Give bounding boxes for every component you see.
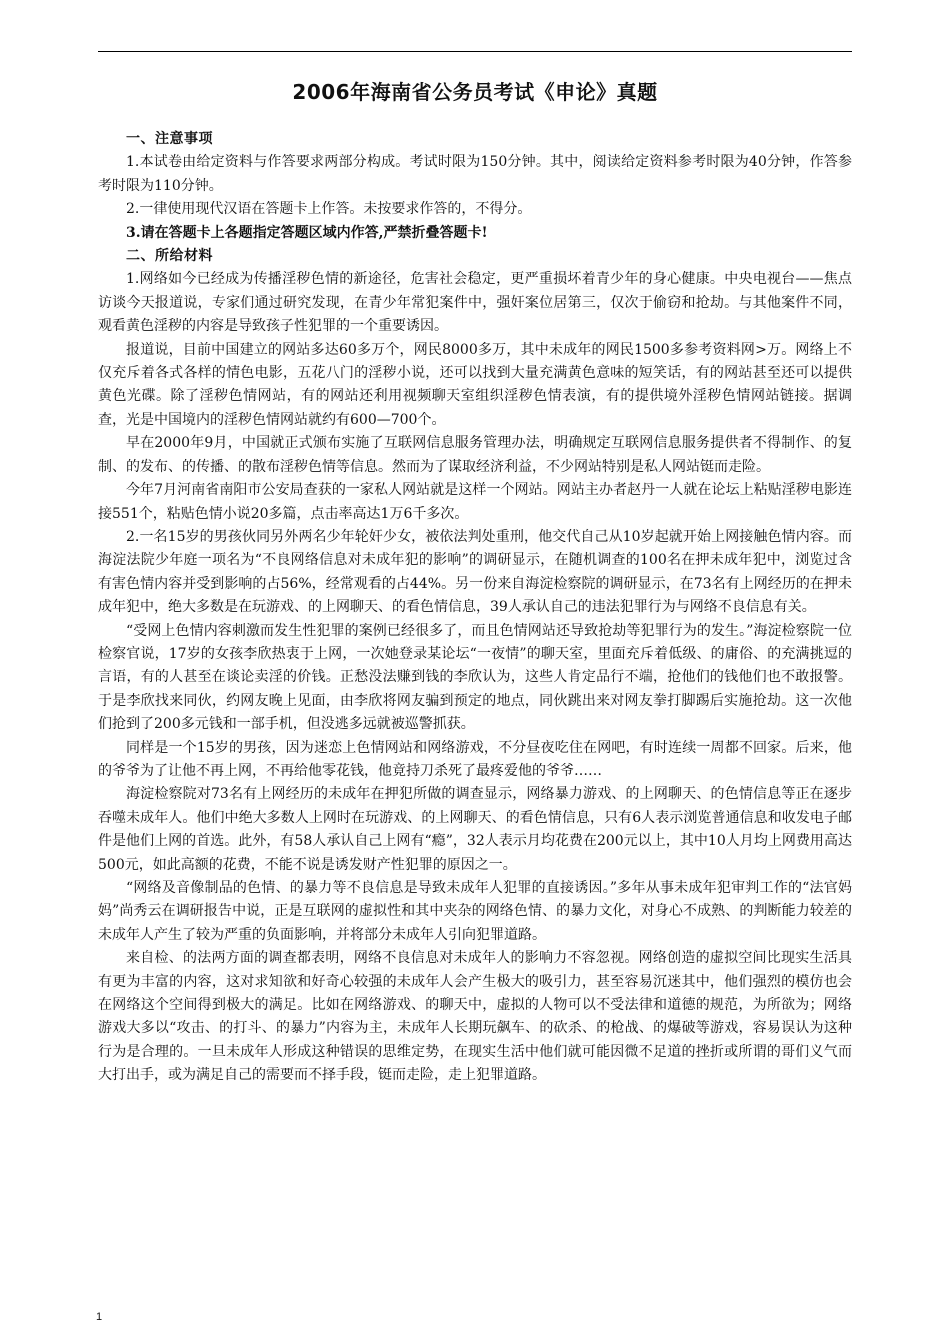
page-title: 2006年海南省公务员考试《申论》真题	[292, 80, 658, 104]
material-paragraph: 报道说，目前中国建立的网站多达60多万个，网民8000多万，其中未成年的网民1500多参考资料网>万。网络上不仅充斥着各式各样的情色电影，五花八门的淫秽小说，还可以找到大量充满黄色意味的短笑话，有的网站甚至还可以提供黄色光碟。除了淫秽色情网站，有的网站还利用视频聊天室组织淫秽色情表演，有的提供境外淫秽色情网站链接。据调查，光是中国境内的淫秽色情网站就约有600—700个。	[98, 341, 852, 428]
document-body	[98, 128, 852, 1088]
notice-item-1: 1.本试卷由给定资料与作答要求两部分构成。考试时限为150分钟。其中，阅读给定资料参考时限为40分钟，作答参考时限为110分钟。	[98, 154, 852, 194]
material-paragraph: “网络及音像制品的色情、的暴力等不良信息是导致未成年人犯罪的直接诱因。”多年从事未成年犯审判工作的“法官妈妈”尚秀云在调研报告中说，正是互联网的虚拟性和其中夹杂的网络色情、的暴力文化，对身心不成熟、的判断能力较差的未成年人产生了较为严重的负面影响，并将部分未成年人引向犯罪道路。	[98, 880, 852, 943]
material-paragraph: 同样是一个15岁的男孩，因为迷恋上色情网站和网络游戏，不分昼夜吃住在网吧，有时连续一周都不回家。后来，他的爷爷为了让他不再上网，不再给他零花钱，他竟持刀杀死了最疼爱他的爷爷……	[98, 739, 852, 779]
section-heading-materials: 二、所给材料	[126, 248, 213, 265]
material-paragraph: 早在2000年9月，中国就正式颁布实施了互联网信息服务管理办法，明确规定互联网信息服务提供者不得制作、的复制、的发布、的传播、的散布淫秽色情等信息。然而为了谋取经济利益，不少网站特别是私人网站铤而走险。	[98, 435, 852, 475]
material-paragraph: 来自检、的法两方面的调查都表明，网络不良信息对未成年人的影响力不容忽视。网络创造的虚拟空间比现实生活具有更为丰富的内容，这对求知欲和好奇心较强的未成年人会产生极大的吸引力，甚至容易沉迷其中，他们强烈的模仿也会在网络这个空间得到极大的满足。比如在网络游戏、的聊天中，虚拟的人物可以不受法律和道德的规范，为所欲为；网络游戏大多以“攻击、的打斗、的暴力”内容为主，未成年人长期玩飙车、的砍杀、的枪战、的爆破等游戏，容易误认为这种行为是合理的。一旦未成年人形成这种错误的思维定势，在现实生活中他们就可能因微不足道的挫折或所谓的哥们义气而大打出手，或为满足自己的需要而不择手段，铤而走险，走上犯罪道路。	[98, 950, 852, 1084]
material-paragraph: 1.网络如今已经成为传播淫秽色情的新途径，危害社会稳定，更严重损坏着青少年的身心健康。中央电视台——焦点访谈今天报道说，专家们通过研究发现，在青少年常犯案件中，强奸案位居第三，仅次于偷窃和抢劫。与其他案件不同，观看黄色淫秽的内容是导致孩子性犯罪的一个重要诱因。	[98, 271, 852, 335]
notice-item-3: 3.请在答题卡上各题指定答题区域内作答,严禁折叠答题卡!	[126, 224, 488, 241]
page-number: 1	[96, 1311, 103, 1323]
notice-item-2: 2.一律使用现代汉语在答题卡上作答。未按要求作答的，不得分。	[126, 201, 532, 218]
header-rule	[98, 51, 852, 52]
material-paragraph: 海淀检察院对73名有上网经历的未成年在押犯所做的调查显示，网络暴力游戏、的上网聊天、的色情信息等正在逐步吞噬未成年人。他们中绝大多数人上网时在玩游戏、的上网聊天、的看色情信息，只有6人表示浏览普通信息和收发电子邮件是他们上网的首选。此外，有58人承认自己上网有“瘾”，32人表示月均花费在200元以上，其中10人月均上网费用高达500元，如此高额的花费，不能不说是诱发财产性犯罪的原因之一。	[98, 786, 852, 873]
material-paragraph: “受网上色情内容刺激而发生性犯罪的案例已经很多了，而且色情网站还导致抢劫等犯罪行为的发生。”海淀检察院一位检察官说，17岁的女孩李欣热衷于上网，一次她登录某论坛“一夜情”的聊天室，里面充斥着低级、的庸俗、的充满挑逗的言语，有的人甚至在谈论卖淫的价钱。正愁没法赚到钱的李欣认为，这些人肯定品行不端，抢他们的钱他们也不敢报警。于是李欣找来同伙，约网友晚上见面，由李欣将网友骗到预定的地点，同伙跳出来对网友拳打脚踢后实施抢劫。这一次他们抢到了200多元钱和一部手机，但没逃多远就被巡警抓获。	[98, 622, 852, 733]
section-heading-notice: 一、注意事项	[126, 131, 213, 147]
material-paragraph: 今年7月河南省南阳市公安局查获的一家私人网站就是这样一个网站。网站主办者赵丹一人就在论坛上粘贴淫秽电影连接551个，粘贴色情小说20多篇，点击率高达1万6千多次。	[98, 482, 852, 522]
material-paragraph: 2.一名15岁的男孩伙同另外两名少年轮奸少女，被依法判处重刑，他交代自己从10岁起就开始上网接触色情内容。而海淀法院少年庭一项名为“不良网络信息对未成年犯的影响”的调研显示，在随机调查的100名在押未成年犯中，浏览过含有害色情内容并受到影响的占56%，经常观看的占44%。另一份来自海淀检察院的调研显示，在73名有上网经历的在押未成年犯中，绝大多数是在玩游戏、的上网聊天、的看色情信息，39人承认自己的违法犯罪行为与网络不良信息有关。	[98, 528, 852, 616]
